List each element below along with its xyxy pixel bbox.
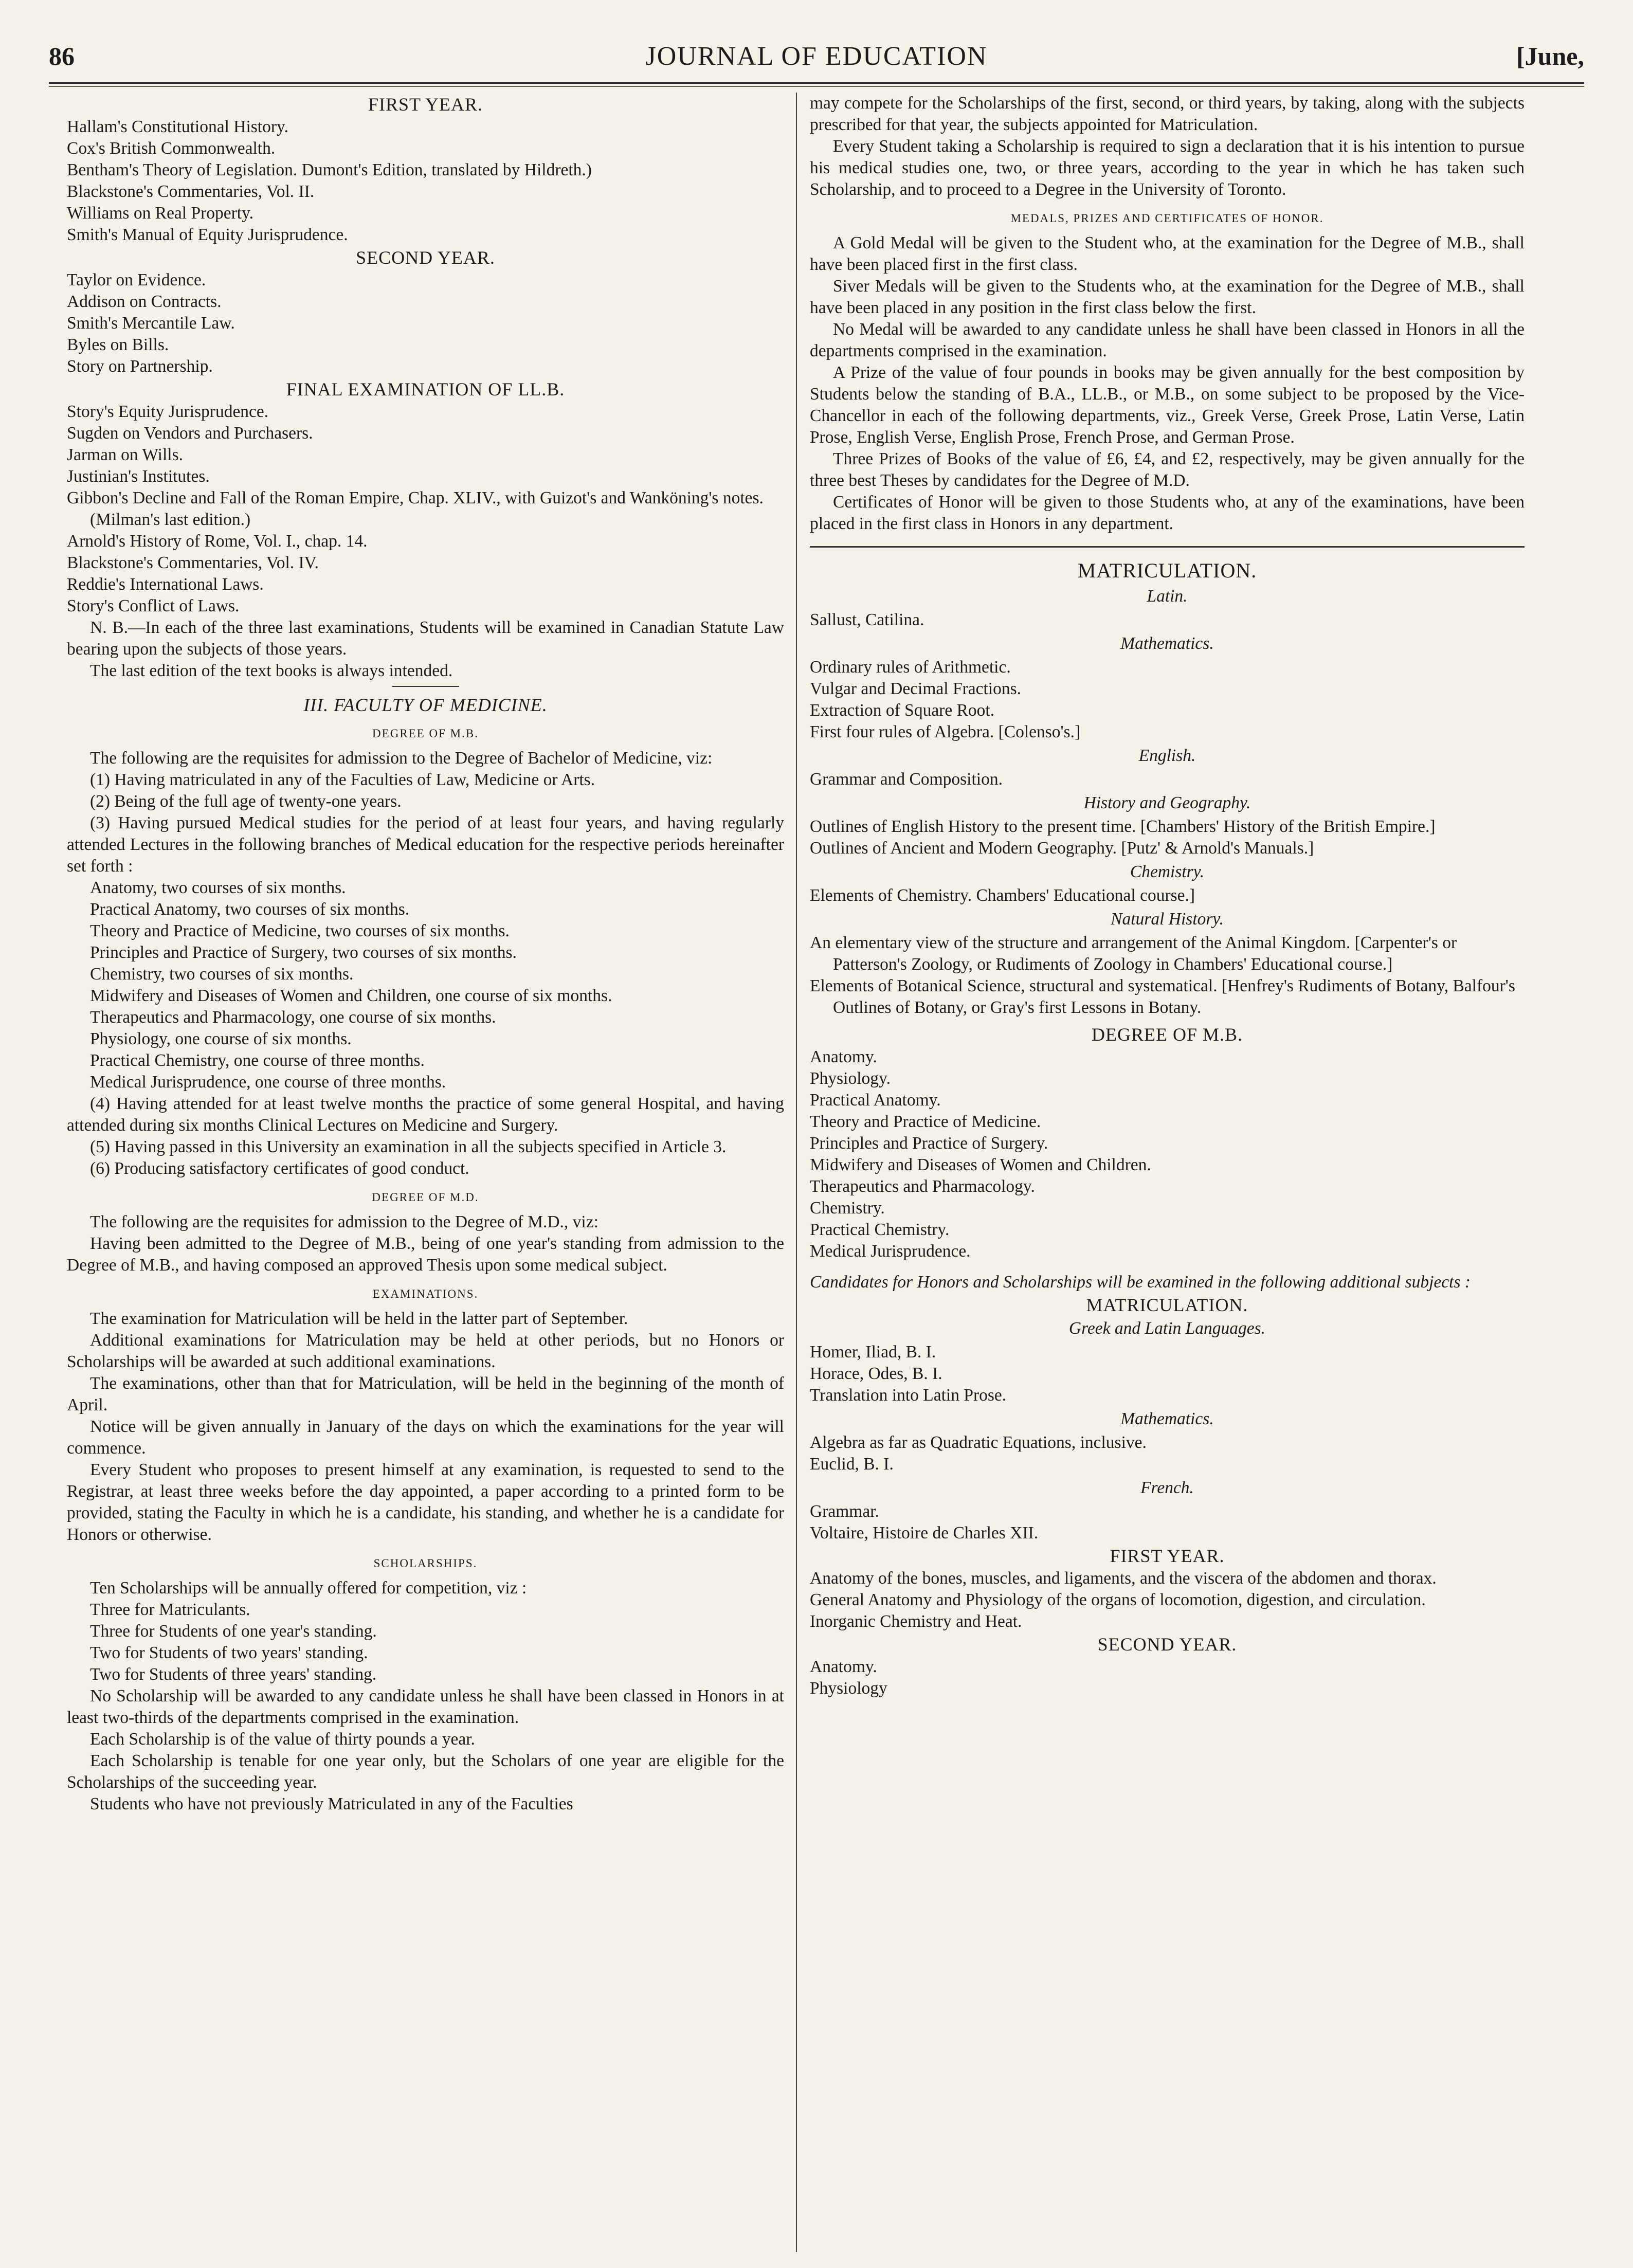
- list-item: Story's Conflict of Laws.: [67, 596, 240, 615]
- list-item: Extraction of Square Root.: [810, 701, 995, 720]
- mb-intro: The following are the requisites for admission to the Degree of Bachelor of Medicine, viz:: [90, 749, 713, 768]
- list-item: Theory and Practice of Medicine, two courses of six months.: [90, 921, 510, 940]
- list-item: Vulgar and Decimal Fractions.: [810, 679, 1022, 698]
- latin-heading: Latin.: [1147, 587, 1188, 606]
- md-intro: The following are the requisites for admission to the Degree of M.D., viz:: [90, 1212, 598, 1231]
- list-item: Grammar and Composition.: [810, 770, 1003, 789]
- list-item: Euclid, B. I.: [810, 1455, 894, 1474]
- paragraph: may compete for the Scholarships of the first, second, or third years, by taking, along with the subjects prescribed for that year, the subjects appointed for Matriculation.: [810, 94, 1525, 134]
- greek-latin-list: [810, 1341, 1525, 1406]
- list-item: Bentham's Theory of Legislation. Dumont's Edition, translated by Hildreth.): [67, 160, 592, 179]
- list-item: Therapeutics and Pharmacology, one course of six months.: [90, 1008, 496, 1027]
- list-item: Algebra as far as Quadratic Equations, inclusive.: [810, 1433, 1147, 1452]
- history-heading: History and Geography.: [1083, 793, 1251, 812]
- paragraph: Three Prizes of Books of the value of £6, £4, and £2, respectively, may be given annually for the three best Theses by candidates for the Degree of M.D.: [810, 449, 1525, 490]
- list-item: Physiology, one course of six months.: [90, 1029, 352, 1048]
- list-item: Theory and Practice of Medicine.: [810, 1112, 1041, 1131]
- mathematics-honors-heading: Mathematics.: [1120, 1409, 1214, 1428]
- list-item: An elementary view of the structure and arrangement of the Animal Kingdom. [Carpenter's or Patterson's Zoology, or Rudiments of Zoology in Chambers' Educational course.]: [810, 933, 1457, 974]
- list-item: Practical Anatomy, two courses of six months.: [90, 900, 410, 919]
- list-item: Smith's Manual of Equity Jurisprudence.: [67, 225, 348, 244]
- list-item: Ordinary rules of Arithmetic.: [810, 658, 1011, 677]
- left-column: [67, 93, 784, 2257]
- scholarships-heading: SCHOLARSHIPS.: [373, 1557, 478, 1570]
- mb-requirement: (1) Having matriculated in any of the Faculties of Law, Medicine or Arts.: [90, 770, 595, 789]
- list-item: Smith's Mercantile Law.: [67, 314, 235, 333]
- list-item: General Anatomy and Physiology of the organs of locomotion, digestion, and circulation.: [810, 1590, 1426, 1609]
- first-year-list: [67, 116, 784, 246]
- paragraph: The examinations, other than that for Matriculation, will be held in the beginning of the month of April.: [67, 1374, 784, 1414]
- list-item: Arnold's History of Rome, Vol. I., chap. 14.: [67, 532, 368, 551]
- list-item: Addison on Contracts.: [67, 292, 222, 311]
- paragraph: Ten Scholarships will be annually offered for competition, viz :: [90, 1578, 527, 1598]
- list-item: Justinian's Institutes.: [67, 467, 210, 486]
- list-item: Chemistry, two courses of six months.: [90, 965, 354, 984]
- list-item: Midwifery and Diseases of Women and Children.: [810, 1155, 1151, 1174]
- mb-requirement: (2) Being of the full age of twenty-one years.: [90, 792, 402, 811]
- mb-requirement: (4) Having attended for at least twelve months the practice of some general Hospital, and having attended during six months Clinical Lectures on Medicine and Surgery.: [67, 1094, 784, 1135]
- paragraph: Every Student taking a Scholarship is required to sign a declaration that it is his intention to pursue his medical studies one, two, or three years, according to the year in which he has taken such Scholarship, and to proceed to a Degree in the University of Toronto.: [810, 137, 1525, 199]
- english-heading: English.: [1138, 746, 1196, 765]
- paragraph: Each Scholarship is tenable for one year only, but the Scholars of one year are eligible for the Scholarships of the succeeding year.: [67, 1751, 784, 1792]
- list-item: Midwifery and Diseases of Women and Children, one course of six months.: [90, 986, 612, 1005]
- first-year-honors-heading: FIRST YEAR.: [1110, 1546, 1225, 1566]
- mb-requirement: (5) Having passed in this University an examination in all the subjects specified in Article 3.: [90, 1137, 727, 1156]
- mathematics-honors-list: [810, 1432, 1525, 1475]
- list-item: Blackstone's Commentaries, Vol. IV.: [67, 553, 319, 572]
- french-list: [810, 1501, 1525, 1544]
- list-item: Gibbon's Decline and Fall of the Roman Empire, Chap. XLIV., with Guizot's and Wanköning's notes. (Milman's last edition.): [67, 488, 764, 529]
- md-heading: DEGREE OF M.D.: [372, 1191, 479, 1204]
- right-column: [810, 93, 1525, 2257]
- paragraph: Students who have not previously Matriculated in any of the Faculties: [90, 1794, 573, 1813]
- first-year-honors-list: [810, 1568, 1525, 1632]
- mathematics-list: [810, 657, 1525, 743]
- chemistry-heading: Chemistry.: [1130, 862, 1205, 881]
- list-item: Two for Students of three years' standing.: [90, 1665, 377, 1684]
- list-item: Three for Matriculants.: [90, 1600, 250, 1619]
- list-item: Anatomy.: [810, 1657, 877, 1676]
- paragraph: Siver Medals will be given to the Students who, at the examination for the Degree of M.B., shall have been placed in any position in the first class below the first.: [810, 277, 1525, 317]
- second-year-honors-heading: SECOND YEAR.: [1097, 1634, 1237, 1655]
- french-heading: French.: [1140, 1478, 1194, 1497]
- paragraph: Every Student who proposes to present himself at any examination, is requested to send to the Registrar, at least three weeks before the day appointed, a paper according to a printed form to be provided, stating the Faculty in which he is a candidate, his standing, and whether he is a candidate for Honors or otherwise.: [67, 1460, 784, 1544]
- list-item: Anatomy, two courses of six months.: [90, 878, 346, 897]
- list-item: Principles and Practice of Surgery.: [810, 1134, 1048, 1153]
- final-exam-list: [67, 401, 784, 617]
- list-item: Physiology.: [810, 1069, 891, 1088]
- degree-mb-list: [810, 1046, 1525, 1262]
- list-item: Story on Partnership.: [67, 357, 213, 376]
- list-item: Outlines of English History to the present time. [Chambers' History of the British Empire.]: [810, 817, 1436, 836]
- paragraph: The examination for Matriculation will be held in the latter part of September.: [90, 1309, 628, 1328]
- list-item: Anatomy.: [810, 1047, 877, 1066]
- list-item: Homer, Iliad, B. I.: [810, 1342, 936, 1362]
- list-item: Anatomy of the bones, muscles, and ligaments, and the viscera of the abdomen and thorax.: [810, 1569, 1437, 1588]
- nota-bene: N. B.—In each of the three last examinations, Students will be examined in Canadian Statute Law bearing upon the subjects of those years.: [67, 618, 784, 659]
- column-divider: [796, 93, 797, 2252]
- running-head: [49, 41, 1584, 82]
- mathematics-heading: Mathematics.: [1120, 634, 1214, 653]
- list-item: Reddie's International Laws.: [67, 575, 264, 594]
- list-item: Elements of Chemistry. Chambers' Educational course.]: [810, 886, 1195, 905]
- list-item: Jarman on Wills.: [67, 445, 183, 464]
- paragraph: A Prize of the value of four pounds in books may be given annually for the best composition by Students below the standing of B.A., LL.B., or M.B., on some subject to be proposed by the Vice-Chancellor in each of the following departments, viz., Greek Verse, Greek Prose, Latin Verse, Latin Prose, English Verse, English Prose, French Prose, and German Prose.: [810, 363, 1525, 447]
- list-item: Outlines of Ancient and Modern Geography. [Putz' & Arnold's Manuals.]: [810, 839, 1314, 858]
- list-item: Sugden on Vendors and Purchasers.: [67, 424, 313, 443]
- md-text: Having been admitted to the Degree of M.B., being of one year's standing from admission to the Degree of M.B., and having composed an approved Thesis upon some medical subject.: [67, 1234, 784, 1275]
- page-number: 86: [49, 42, 75, 70]
- list-item: Chemistry.: [810, 1199, 885, 1218]
- header-rule: [49, 82, 1584, 84]
- list-item: Horace, Odes, B. I.: [810, 1364, 942, 1383]
- list-item: Medical Jurisprudence.: [810, 1242, 971, 1261]
- list-item: Therapeutics and Pharmacology.: [810, 1177, 1035, 1196]
- list-item: Williams on Real Property.: [67, 204, 254, 223]
- matriculation-heading: MATRICULATION.: [1077, 559, 1257, 582]
- journal-title: JOURNAL OF EDUCATION: [645, 42, 988, 71]
- medals-heading: MEDALS, PRIZES AND CERTIFICATES OF HONOR.: [1010, 212, 1324, 225]
- mb-requirement: (6) Producing satisfactory certificates of good conduct.: [90, 1159, 469, 1178]
- greek-latin-heading: Greek and Latin Languages.: [1068, 1319, 1266, 1338]
- second-year-honors-list: [810, 1656, 1525, 1699]
- scholarship-list: [67, 1599, 784, 1685]
- mb-requirement: (3) Having pursued Medical studies for the period of at least four years, and having regularly attended Lectures in the following branches of Medical education for the respective periods hereinafter set forth :: [67, 813, 784, 876]
- list-item: Elements of Botanical Science, structural and systematical. [Henfrey's Rudiments of Botany, Balfour's Outlines of Botany, or Gray's first Lessons in Botany.: [810, 976, 1515, 1017]
- paragraph: Notice will be given annually in January of the days on which the examinations for the year will commence.: [67, 1417, 784, 1458]
- faculty-heading: III. FACULTY OF MEDICINE.: [303, 695, 548, 715]
- list-item: Grammar.: [810, 1502, 879, 1521]
- list-item: Blackstone's Commentaries, Vol. II.: [67, 182, 315, 201]
- mb-course-list: [67, 877, 784, 1093]
- section-rule: [810, 546, 1525, 548]
- list-item: Physiology: [810, 1679, 887, 1698]
- list-item: Taylor on Evidence.: [67, 270, 206, 289]
- examinations-heading: EXAMINATIONS.: [372, 1287, 479, 1300]
- second-year-list: [67, 269, 784, 377]
- list-item: Translation into Latin Prose.: [810, 1386, 1007, 1405]
- list-item: Voltaire, Histoire de Charles XII.: [810, 1523, 1039, 1543]
- list-item: Inorganic Chemistry and Heat.: [810, 1612, 1022, 1631]
- list-item: Hallam's Constitutional History.: [67, 117, 288, 136]
- list-item: First four rules of Algebra. [Colenso's.]: [810, 722, 1081, 741]
- paragraph: No Medal will be awarded to any candidate unless he shall have been classed in Honors in all the departments comprised in the examination.: [810, 320, 1525, 360]
- final-exam-heading: FINAL EXAMINATION OF LL.B.: [286, 379, 565, 400]
- list-item: Principles and Practice of Surgery, two courses of six months.: [90, 943, 517, 962]
- list-item: Story's Equity Jurisprudence.: [67, 402, 269, 421]
- list-item: Byles on Bills.: [67, 335, 169, 354]
- honors-note: Candidates for Honors and Scholarships will be examined in the following additional subjects :: [810, 1273, 1471, 1292]
- list-item: Three for Students of one year's standing.: [90, 1622, 377, 1641]
- issue-month: [June,: [1516, 42, 1584, 70]
- section-rule: [392, 686, 459, 687]
- paragraph: A Gold Medal will be given to the Student who, at the examination for the Degree of M.B., shall have been placed first in the first class.: [810, 233, 1525, 274]
- list-item: Practical Chemistry.: [810, 1220, 950, 1239]
- last-edition-note: The last edition of the text books is always intended.: [90, 661, 453, 680]
- list-item: Practical Anatomy.: [810, 1091, 941, 1110]
- paragraph: Each Scholarship is of the value of thirty pounds a year.: [90, 1730, 475, 1749]
- second-year-heading: SECOND YEAR.: [356, 247, 495, 268]
- list-item: Practical Chemistry, one course of three months.: [90, 1051, 425, 1070]
- paragraph: No Scholarship will be awarded to any candidate unless he shall have been classed in Honors in at least two-thirds of the departments comprised in the examination.: [67, 1686, 784, 1727]
- list-item: Two for Students of two years' standing.: [90, 1643, 368, 1662]
- paragraph: Additional examinations for Matriculation may be held at other periods, but no Honors or Scholarships will be awarded at such additional examinations.: [67, 1331, 784, 1371]
- natural-history-heading: Natural History.: [1111, 910, 1224, 929]
- matriculation-honors-heading: MATRICULATION.: [1086, 1295, 1248, 1315]
- list-item: Medical Jurisprudence, one course of three months.: [90, 1073, 446, 1092]
- header-rule-thin: [49, 86, 1584, 87]
- paragraph: Certificates of Honor will be given to those Students who, at any of the examinations, have been placed in the first class in Honors in any department.: [810, 493, 1525, 533]
- degree-mb-heading: DEGREE OF M.B.: [1091, 1024, 1243, 1045]
- list-item: Sallust, Catilina.: [810, 610, 924, 629]
- mb-heading: DEGREE OF M.B.: [372, 727, 479, 740]
- first-year-heading: FIRST YEAR.: [368, 94, 483, 115]
- list-item: Cox's British Commonwealth.: [67, 139, 276, 158]
